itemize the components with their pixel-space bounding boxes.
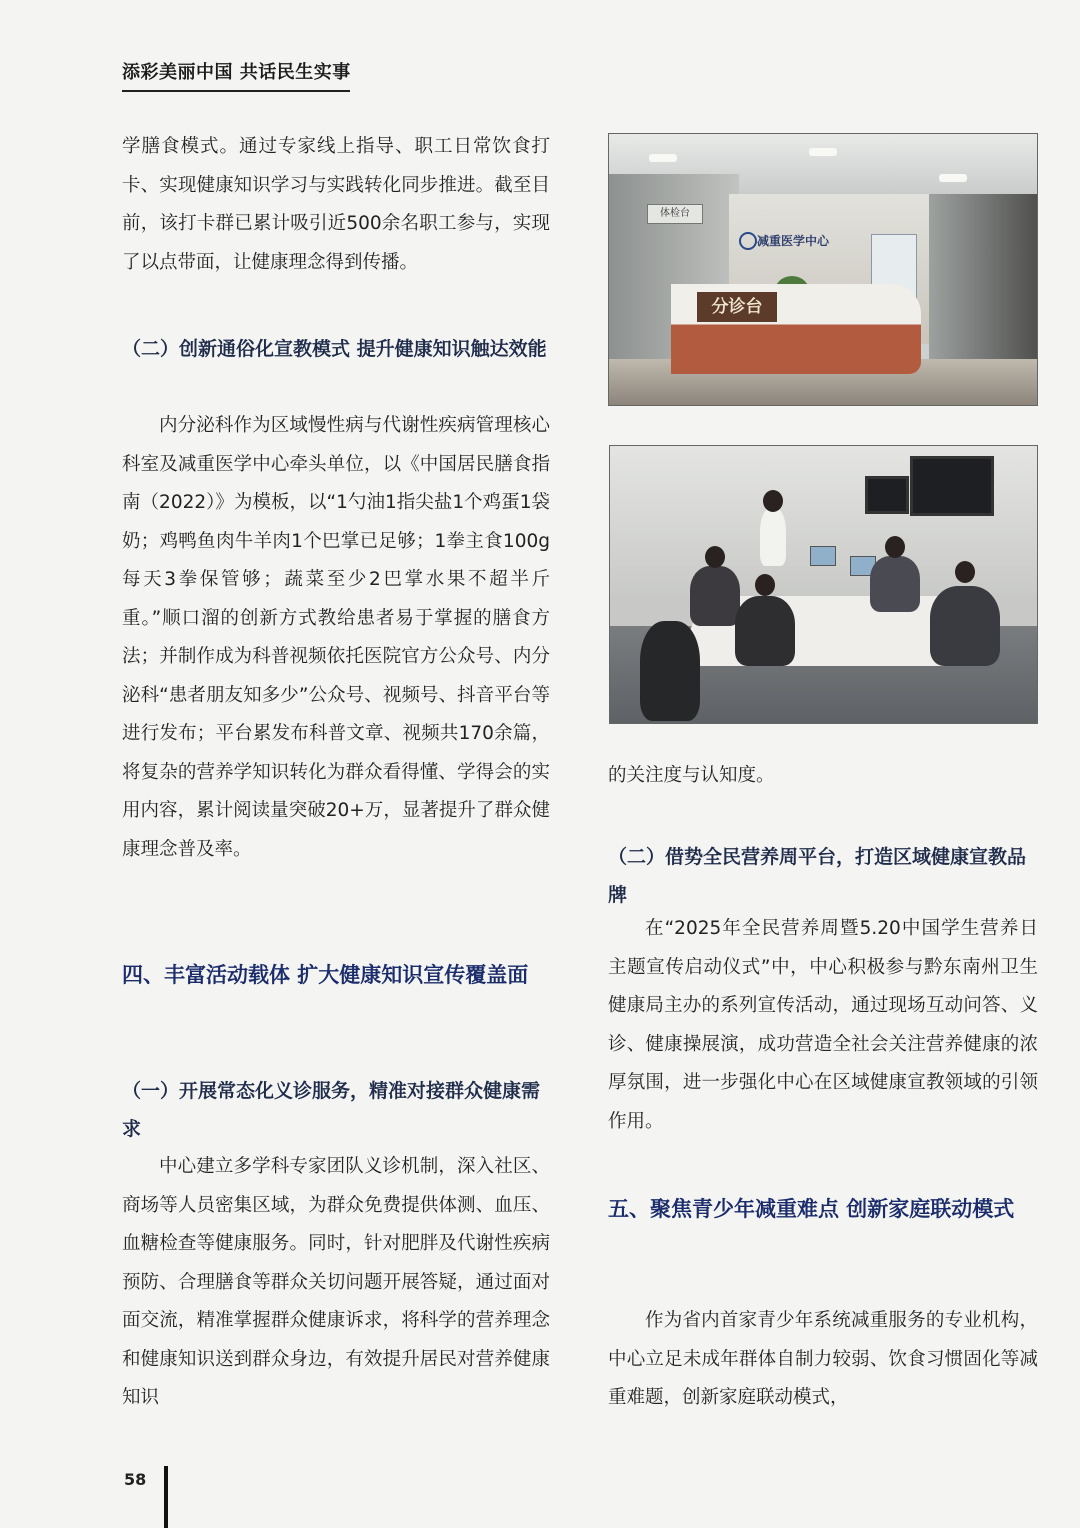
photo1-logo-icon [739,232,757,250]
header-rule [122,90,350,92]
photo2-attendee-head [705,546,725,568]
photo1-light [939,174,967,182]
photo1-desk-sign: 分诊台 [697,292,777,322]
photo2-laptop [810,546,836,566]
nutrition-week-paragraph: 在“2025年全民营养周暨5.20中国学生营养日主题宣传启动仪式”中，中心积极参与黔东南州卫生健康局主办的系列宣传活动，通过现场互动问答、义诊、健康操展演，成功营造全社会关注营养健康的浓厚氛围，进一步强化中心在区域健康宣教领域的引领作用。 [608,918,1038,1132]
page-number: 58 [124,1470,147,1489]
photo2-attendee [690,566,740,626]
subheading-free-clinic: （一）开展常态化义诊服务，精准对接群众健康需求 [122,1080,541,1140]
photo2-attendee-head [955,561,975,583]
photo2-attendee [870,556,920,612]
photo2-attendee-head [885,536,905,558]
subheading-nutrition-week: （二）借势全民营养周平台，打造区域健康宣教品牌 [608,846,1027,906]
photo2-speaker-head [763,490,783,512]
section-heading-5: 五、聚焦青少年减重难点 创新家庭联动模式 [608,1197,1015,1221]
photo2-chair [640,621,700,721]
clinic-lobby-photo [608,133,1038,406]
photo1-light [809,148,837,156]
intro-paragraph: 学膳食模式。通过专家线上指导、职工日常饮食打卡、实现健康知识学习与实践转化同步推进。截至目前，该打卡群已累计吸引近500余名职工参与，实现了以点带面，让健康理念得到传播。 [122,136,550,273]
photo1-light [649,154,677,162]
photo2-small-screen [865,476,909,514]
photo2-speaker [760,508,786,566]
running-title: 添彩美丽中国 共话民生实事 [122,62,351,83]
photo2-large-screen [910,456,994,516]
photo1-side-sign: 体检台 [647,204,703,224]
section-heading-4: 四、丰富活动载体 扩大健康知识宣传覆盖面 [122,963,529,987]
meeting-room-photo [609,445,1038,724]
photo1-corridor [929,194,1037,374]
youth-weight-paragraph: 作为省内首家青少年系统减重服务的专业机构，中心立足未成年群体自制力较弱、饮食习惯固化等减重难题，创新家庭联动模式， [608,1310,1038,1408]
photo1-wall-logo: 减重医学中心 [757,234,830,248]
photo2-attendee [930,586,1000,666]
continuation-paragraph: 的关注度与认知度。 [608,765,775,786]
photo2-attendee [735,596,795,666]
free-clinic-paragraph: 中心建立多学科专家团队义诊机制，深入社区、商场等人员密集区域，为群众免费提供体测、血压、血糖检查等健康服务。同时，针对肥胖及代谢性疾病预防、合理膳食等群众关切问题开展答疑，通过面对面交流，精准掌握群众健康诉求，将科学的营养理念和健康知识送到群众身边，有效提升居民对营养健康知识 [122,1156,550,1408]
endocrine-paragraph: 内分泌科作为区域慢性病与代谢性疾病管理核心科室及减重医学中心牵头单位，以《中国居民膳食指南（2022）》为模板，以“1勺油1指尖盐1个鸡蛋1袋奶；鸡鸭鱼肉牛羊肉1个巴掌已足够；1拳主食100g每天3拳保管够；蔬菜至少2巴掌水果不超半斤重。”顺口溜的创新方式教给患者易于掌握的膳食方法；并制作成为科普视频依托医院官方公众号、内分泌科“患者朋友知多少”公众号、视频号、抖音平台等进行发布；平台累发布科普文章、视频共170余篇，将复杂的营养学知识转化为群众看得懂、学得会的实用内容，累计阅读量突破20+万，显著提升了群众健康理念普及率。 [122,415,550,860]
photo2-attendee-head [755,574,775,596]
subheading-innovation: （二）创新通俗化宣教模式 提升健康知识触达效能 [122,338,547,360]
page-number-bar [164,1466,168,1528]
